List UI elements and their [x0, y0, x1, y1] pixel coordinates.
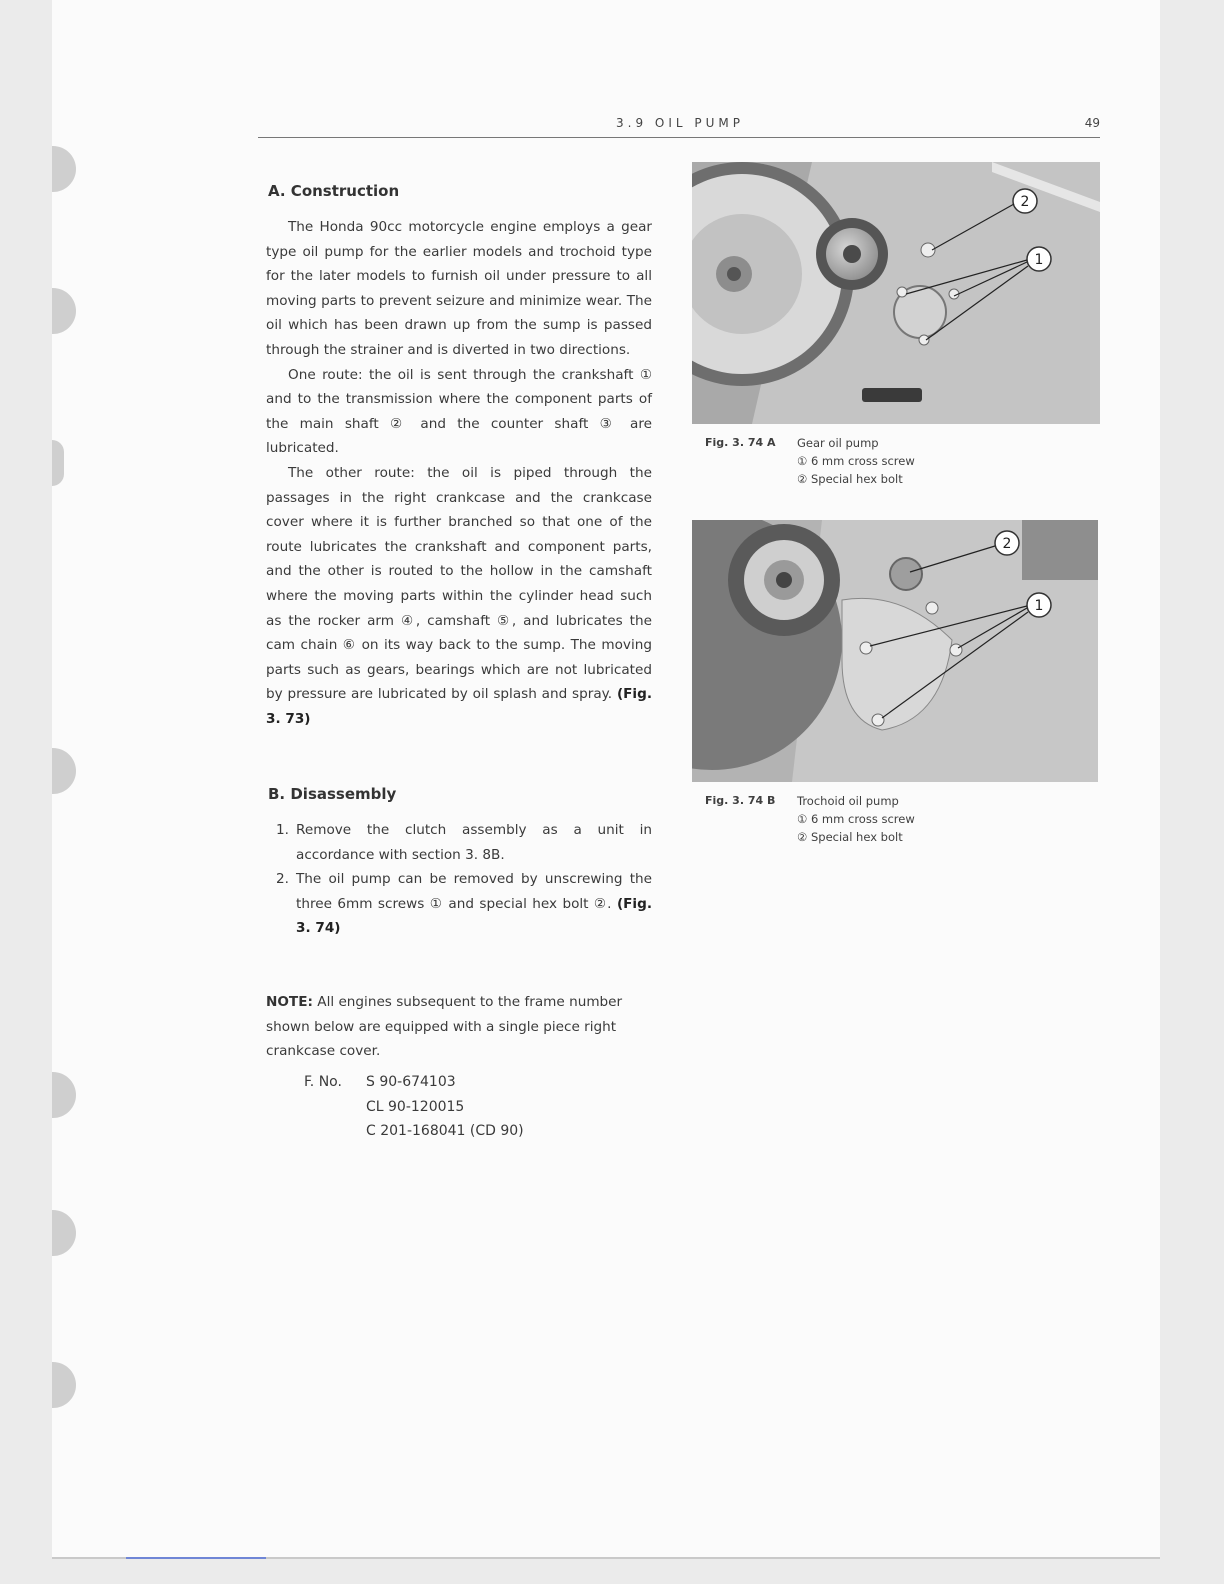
- step-number: 2.: [276, 871, 289, 888]
- disassembly-step: [276, 818, 652, 867]
- disassembly-steps: [276, 818, 652, 941]
- gear-oil-pump-photo: [692, 162, 1100, 424]
- figure-item: ② Special hex bolt: [797, 472, 903, 486]
- construction-heading: A. Construction: [268, 182, 400, 200]
- figure-reference: (Fig. 3. 73): [266, 686, 652, 727]
- figure-item: ① 6 mm cross screw: [797, 812, 915, 826]
- note-text: All engines subsequent to the frame number shown below are equipped with a single piece right crankcase cover.: [266, 994, 623, 1060]
- construction-paragraph-1: The Honda 90cc motorcycle engine employs a gear type oil pump for the earlier models and trochoid type for the later models to furnish oil under pressure to all moving parts to prevent seizure and minimize wear. The oil which has been drawn up from the sump is passed through the strainer and is diverted in two directions.: [266, 219, 652, 358]
- frame-number-row: [304, 1070, 524, 1095]
- construction-paragraph-3: [266, 461, 652, 732]
- header-rule: [258, 137, 1100, 138]
- construction-text: [266, 215, 652, 731]
- frame-number-label: F. No.: [304, 1074, 342, 1090]
- section-title: 3.9 OIL PUMP: [616, 116, 744, 130]
- figure-item: ① 6 mm cross screw: [797, 454, 915, 468]
- construction-paragraph-2: One route: the oil is sent through the crankshaft ① and to the transmission where the component parts of the main shaft ② and the counter shaft ③ are lubricated.: [266, 366, 652, 457]
- callout-1: 1: [1034, 252, 1044, 268]
- step-text: Remove the clutch assembly as a unit in accordance with section 3. 8B.: [296, 822, 652, 863]
- figure-caption: [705, 434, 1005, 490]
- note-label: NOTE:: [266, 994, 313, 1010]
- frame-number-list: [304, 1070, 524, 1144]
- callout-2: 2: [1002, 536, 1012, 552]
- trochoid-oil-pump-photo: [692, 520, 1098, 782]
- disassembly-step: [276, 867, 652, 941]
- figure-item: ② Special hex bolt: [797, 830, 903, 844]
- disassembly-heading: B. Disassembly: [268, 785, 397, 803]
- page-bottom-link-mark: [126, 1557, 266, 1559]
- frame-number-row: [304, 1095, 524, 1120]
- step-text: The oil pump can be removed by unscrewing the three 6mm screws ① and special hex bolt ②.: [296, 871, 652, 912]
- construction-paragraph-3-text: The other route: the oil is piped through the passages in the right crankcase and the crankcase cover where it is further branched so that one of the route lubricates the crankshaft and component parts, and the other is routed to the hollow in the camshaft where the moving parts within the cylinder head such as the rocker arm ④, camshaft ⑤, and lubricates the cam chain ⑥ on its way back to the sump. The moving parts such as gears, bearings which are not lubricated by pressure are lubricated by oil splash and spray.: [266, 464, 652, 703]
- frame-number: S 90-674103: [366, 1074, 456, 1090]
- figure-reference: (Fig. 3. 74): [296, 895, 652, 937]
- callout-2: 2: [1020, 194, 1030, 210]
- callout-1: 1: [1034, 598, 1044, 614]
- frame-number: CL 90-120015: [366, 1098, 465, 1115]
- figure-title: Trochoid oil pump: [797, 794, 899, 808]
- frame-number-row: [304, 1119, 524, 1144]
- figure-title: Gear oil pump: [797, 436, 879, 450]
- figure-label: Fig. 3. 74 A: [705, 436, 776, 449]
- binder-hole: [52, 440, 64, 486]
- note-block: [266, 990, 652, 1064]
- step-number: 1.: [276, 822, 289, 838]
- figure-caption: [705, 792, 1005, 848]
- figure-label: Fig. 3. 74 B: [705, 794, 776, 807]
- page-number: 49: [1084, 116, 1100, 130]
- frame-number: C 201-168041 (CD 90): [366, 1123, 524, 1140]
